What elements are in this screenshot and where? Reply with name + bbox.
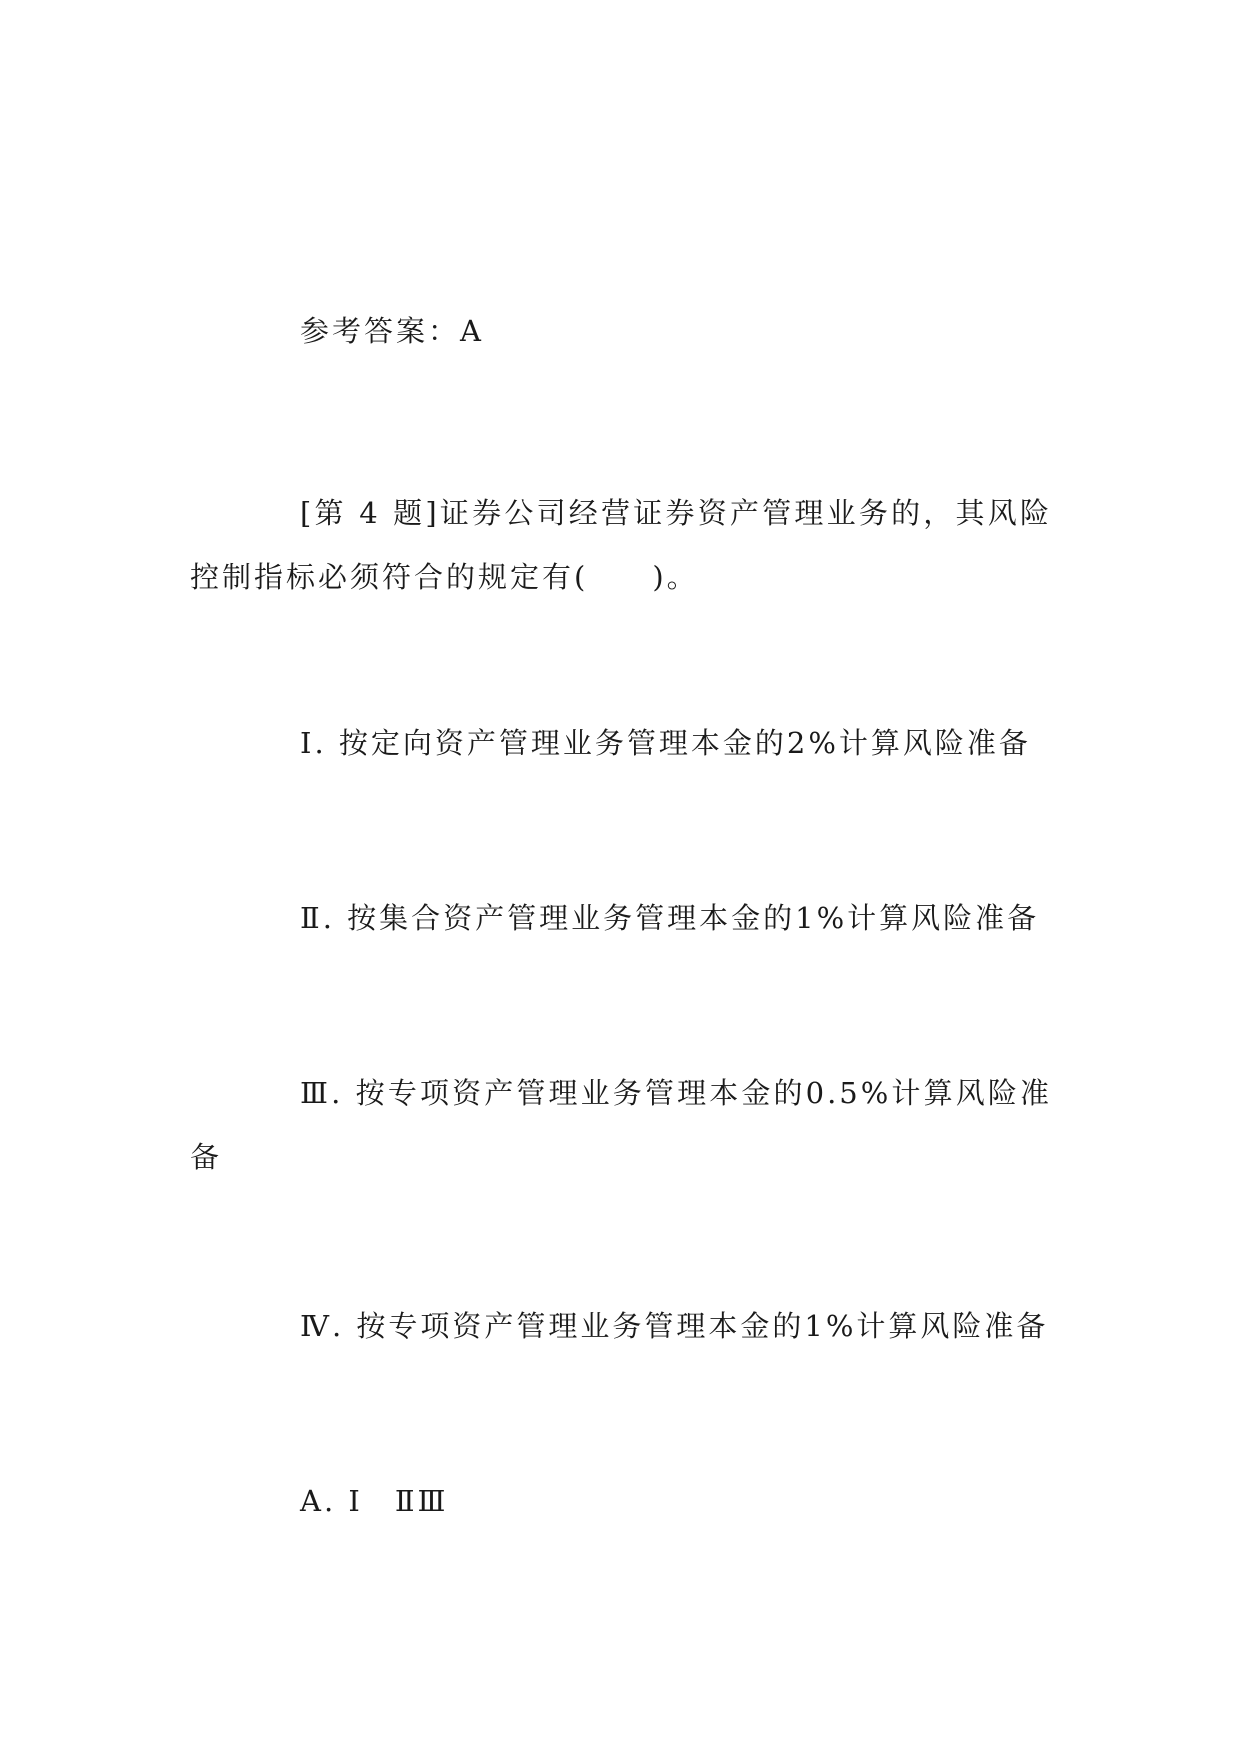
statement-3: Ⅲ. 按专项资产管理业务管理本金的0.5%计算风险准备 <box>190 1076 1052 1174</box>
statement-2: Ⅱ. 按集合资产管理业务管理本金的1%计算风险准备 <box>300 901 1040 935</box>
question-text: [第 4 题]证券公司经营证券资产管理业务的，其风险控制指标必须符合的规定有( )。 <box>190 496 1052 594</box>
statement-4: Ⅳ. 按专项资产管理业务管理本金的1%计算风险准备 <box>300 1309 1049 1343</box>
reference-answer: 参考答案：A <box>300 314 484 348</box>
statement-1: Ⅰ. 按定向资产管理业务管理本金的2%计算风险准备 <box>300 726 1031 760</box>
choice-a: A. Ⅰ ⅡⅢ <box>300 1484 449 1518</box>
